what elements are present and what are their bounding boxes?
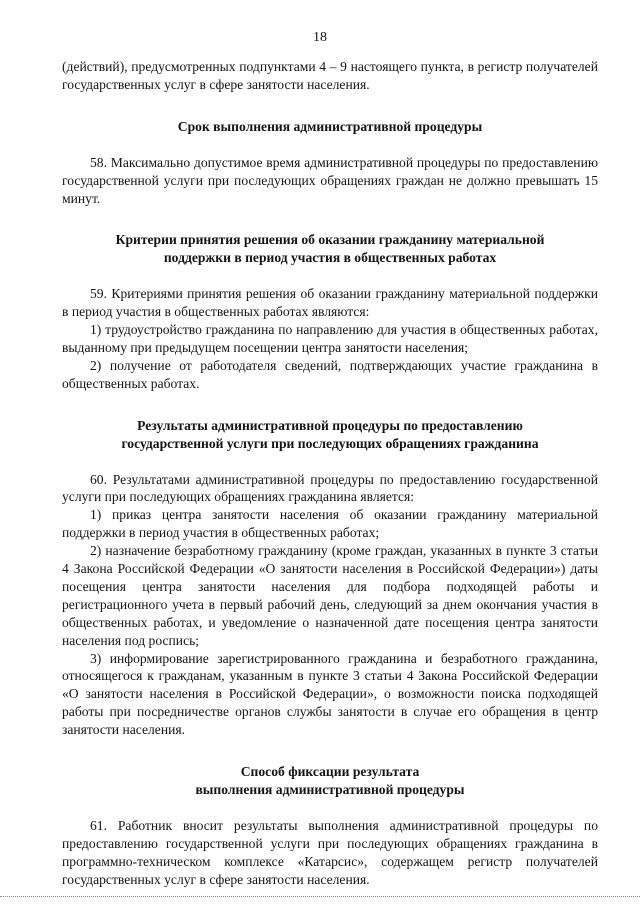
scan-bottom-edge xyxy=(0,896,640,897)
paragraph-59: 59. Критериями принятия решения об оказании гражданину материальной поддержки в период участия в общественных работах являются: xyxy=(62,286,598,320)
paragraph-60: 60. Результатами административной процедуры по предоставлению государственной услуги при последующих обращениях гражданина является: xyxy=(62,471,598,505)
section-heading-criteria: Критерии принятия решения об оказании гражданину материальной поддержки в период участия в общественных работах xyxy=(115,232,545,266)
paragraph-61: 61. Работник вносит результаты выполнения административной процедуры по предоставлению государственной услуги при последующих обращениях гражданина в программно-техническом комплексе «Катарсис», содержащем регистр получателей государственных услуг в сфере занятости населения. xyxy=(62,817,598,887)
page-number: 18 xyxy=(313,30,327,45)
section-heading-results: Результаты административной процедуры по предоставлению государственной услуги при последующих обращениях гражданина xyxy=(121,417,539,451)
section-heading-recording-line-1: Способ фиксации результата xyxy=(240,764,420,780)
section-heading-deadline: Срок выполнения административной процедуры xyxy=(177,118,483,134)
paragraph-60-item-1: 1) приказ центра занятости населения об оказании гражданину материальной поддержки в период участия в общественных работах; xyxy=(62,507,598,541)
section-heading-recording xyxy=(62,763,598,799)
paragraph-59-item-1: 1) трудоустройство гражданина по направлению для участия в общественных работах, выданному при предыдущем посещении центра занятости населения; xyxy=(62,322,598,355)
section-heading-recording-line-2: выполнения административной процедуры xyxy=(195,782,465,797)
document-body xyxy=(62,58,598,889)
paragraph-58: 58. Максимально допустимое время административной процедуры по предоставлению государственной услуги при последующих обращениях граждан не должно превышать 15 минут. xyxy=(62,154,598,206)
paragraph-60-item-2: 2) назначение безработному гражданину (кроме граждан, указанных в пункте 3 статьи 4 Закона Российской Федерации «О занятости населения в Российской Федерации») даты посещения центра занятости населения для подбора подходящей работы и регистрационного учета в первый рабочий день, следующий за днем окончания участия в общественных работах, и уведомление о назначенной дате посещения центра занятости населения под роспись; xyxy=(62,543,598,648)
paragraph-59-item-2: 2) получение от работодателя сведений, подтверждающих участие гражданина в общественных работах. xyxy=(62,357,598,391)
intro-continuation: (действий), предусмотренных подпунктами 4 – 9 настоящего пункта, в регистр получателей государственных услуг в сфере занятости населения. xyxy=(62,59,598,92)
paragraph-60-item-3: 3) информирование зарегистрированного гражданина и безработного гражданина, относящегося к гражданам, указанным в пункте 3 статьи 4 Закона Российской Федерации «О занятости населения в Российской Федерации», о возможности поиска подходящей работы при посредничестве органов службы занятости в случае его обращения в центр занятости населения. xyxy=(62,650,598,738)
